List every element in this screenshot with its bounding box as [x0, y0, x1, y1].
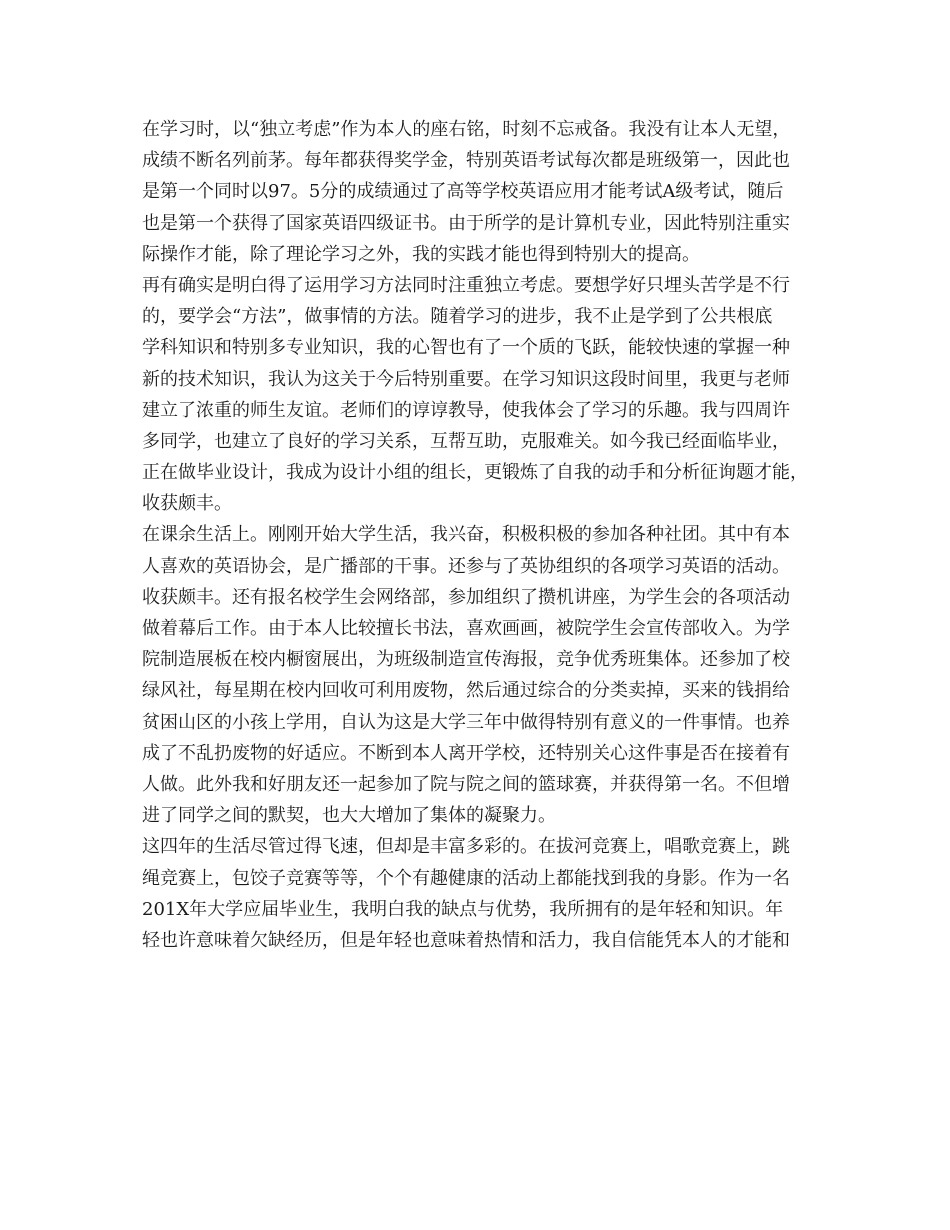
- text-line: 进了同学之间的默契，也大大增加了集体的凝聚力。: [142, 805, 556, 827]
- text-line: 在学习时，以“独立考虑”作为本人的座右铭，时刻不忘戒备。我没有让本人无望，: [142, 119, 791, 140]
- text-line: 做着幕后工作。由于本人比较擅长书法，喜欢画画，被院学生会宣传部收入。为学: [142, 618, 790, 639]
- text-line: 多同学，也建立了良好的学习关系，互帮互助，克服难关。如今我已经面临毕业，: [142, 430, 790, 452]
- text-line: 成了不乱扔废物的好适应。不断到本人离开学校，还特别关心这件事是否在接着有: [142, 742, 790, 764]
- text-line: 收获颇丰。: [142, 493, 232, 515]
- text-line: 201X年大学应届毕业生，我明白我的缺点与优势，我所拥有的是年轻和知识。年: [142, 898, 784, 920]
- text-line: 学科知识和特别多专业知识，我的心智也有了一个质的飞跃，能较快速的掌握一种: [142, 337, 790, 359]
- text-line: 绳竞赛上，包饺子竞赛等等，个个有趣健康的活动上都能找到我的身影。作为一名: [142, 867, 790, 889]
- text-line: 正在做毕业设计，我成为设计小组的组长，更锻炼了自我的动手和分析征询题才能，: [142, 462, 808, 484]
- text-line: 收获颇丰。还有报名校学生会网络部，参加组织了攒机讲座，为学生会的各项活动: [142, 586, 790, 608]
- text-line: 成绩不断名列前茅。每年都获得奖学金，特别英语考试每次都是班级第一，因此也: [142, 150, 790, 172]
- text-line: 再有确实是明白得了运用学习方法同时注重独立考虑。要想学好只埋头苦学是不行: [142, 274, 790, 296]
- text-line: 的，要学会“方法”，做事情的方法。随着学习的进步，我不止是学到了公共根底: [142, 306, 773, 328]
- text-line: 在课余生活上。刚刚开始大学生活，我兴奋，积极积极的参加各种社团。其中有本: [142, 524, 790, 546]
- text-line: 际操作才能，除了理论学习之外，我的实践才能也得到特别大的提高。: [142, 243, 700, 265]
- text-line: 也是第一个获得了国家英语四级证书。由于所学的是计算机专业，因此特别注重实: [142, 212, 790, 234]
- text-line: 人喜欢的英语协会，是广播部的干事。还参与了英协组织的各项学习英语的活动。: [142, 555, 790, 577]
- text-line: 绿风社，每星期在校内回收可利用废物，然后通过综合的分类卖掉，买来的钱捐给: [142, 680, 790, 702]
- text-line: 轻也许意味着欠缺经历，但是年轻也意味着热情和活力，我自信能凭本人的才能和: [142, 929, 790, 951]
- text-line: 院制造展板在校内橱窗展出，为班级制造宣传海报，竞争优秀班集体。还参加了校: [142, 649, 790, 671]
- document-body: [142, 114, 822, 956]
- text-line: 建立了浓重的师生友谊。老师们的谆谆教导，使我体会了学习的乐趣。我与四周许: [142, 399, 790, 421]
- text-line: 新的技术知识，我认为这关于今后特别重要。在学习知识这段时间里，我更与老师: [142, 368, 790, 390]
- text-line: 是第一个同时以97。5分的成绩通过了高等学校英语应用才能考试A级考试，随后: [142, 181, 784, 203]
- text-line: 贫困山区的小孩上学用，自认为这是大学三年中做得特别有意义的一件事情。也养: [142, 711, 790, 733]
- text-line: 人做。此外我和好朋友还一起参加了院与院之间的篮球赛，并获得第一名。不但增: [142, 773, 790, 795]
- text-line: 这四年的生活尽管过得飞速，但却是丰富多彩的。在拔河竞赛上，唱歌竞赛上，跳: [142, 836, 790, 858]
